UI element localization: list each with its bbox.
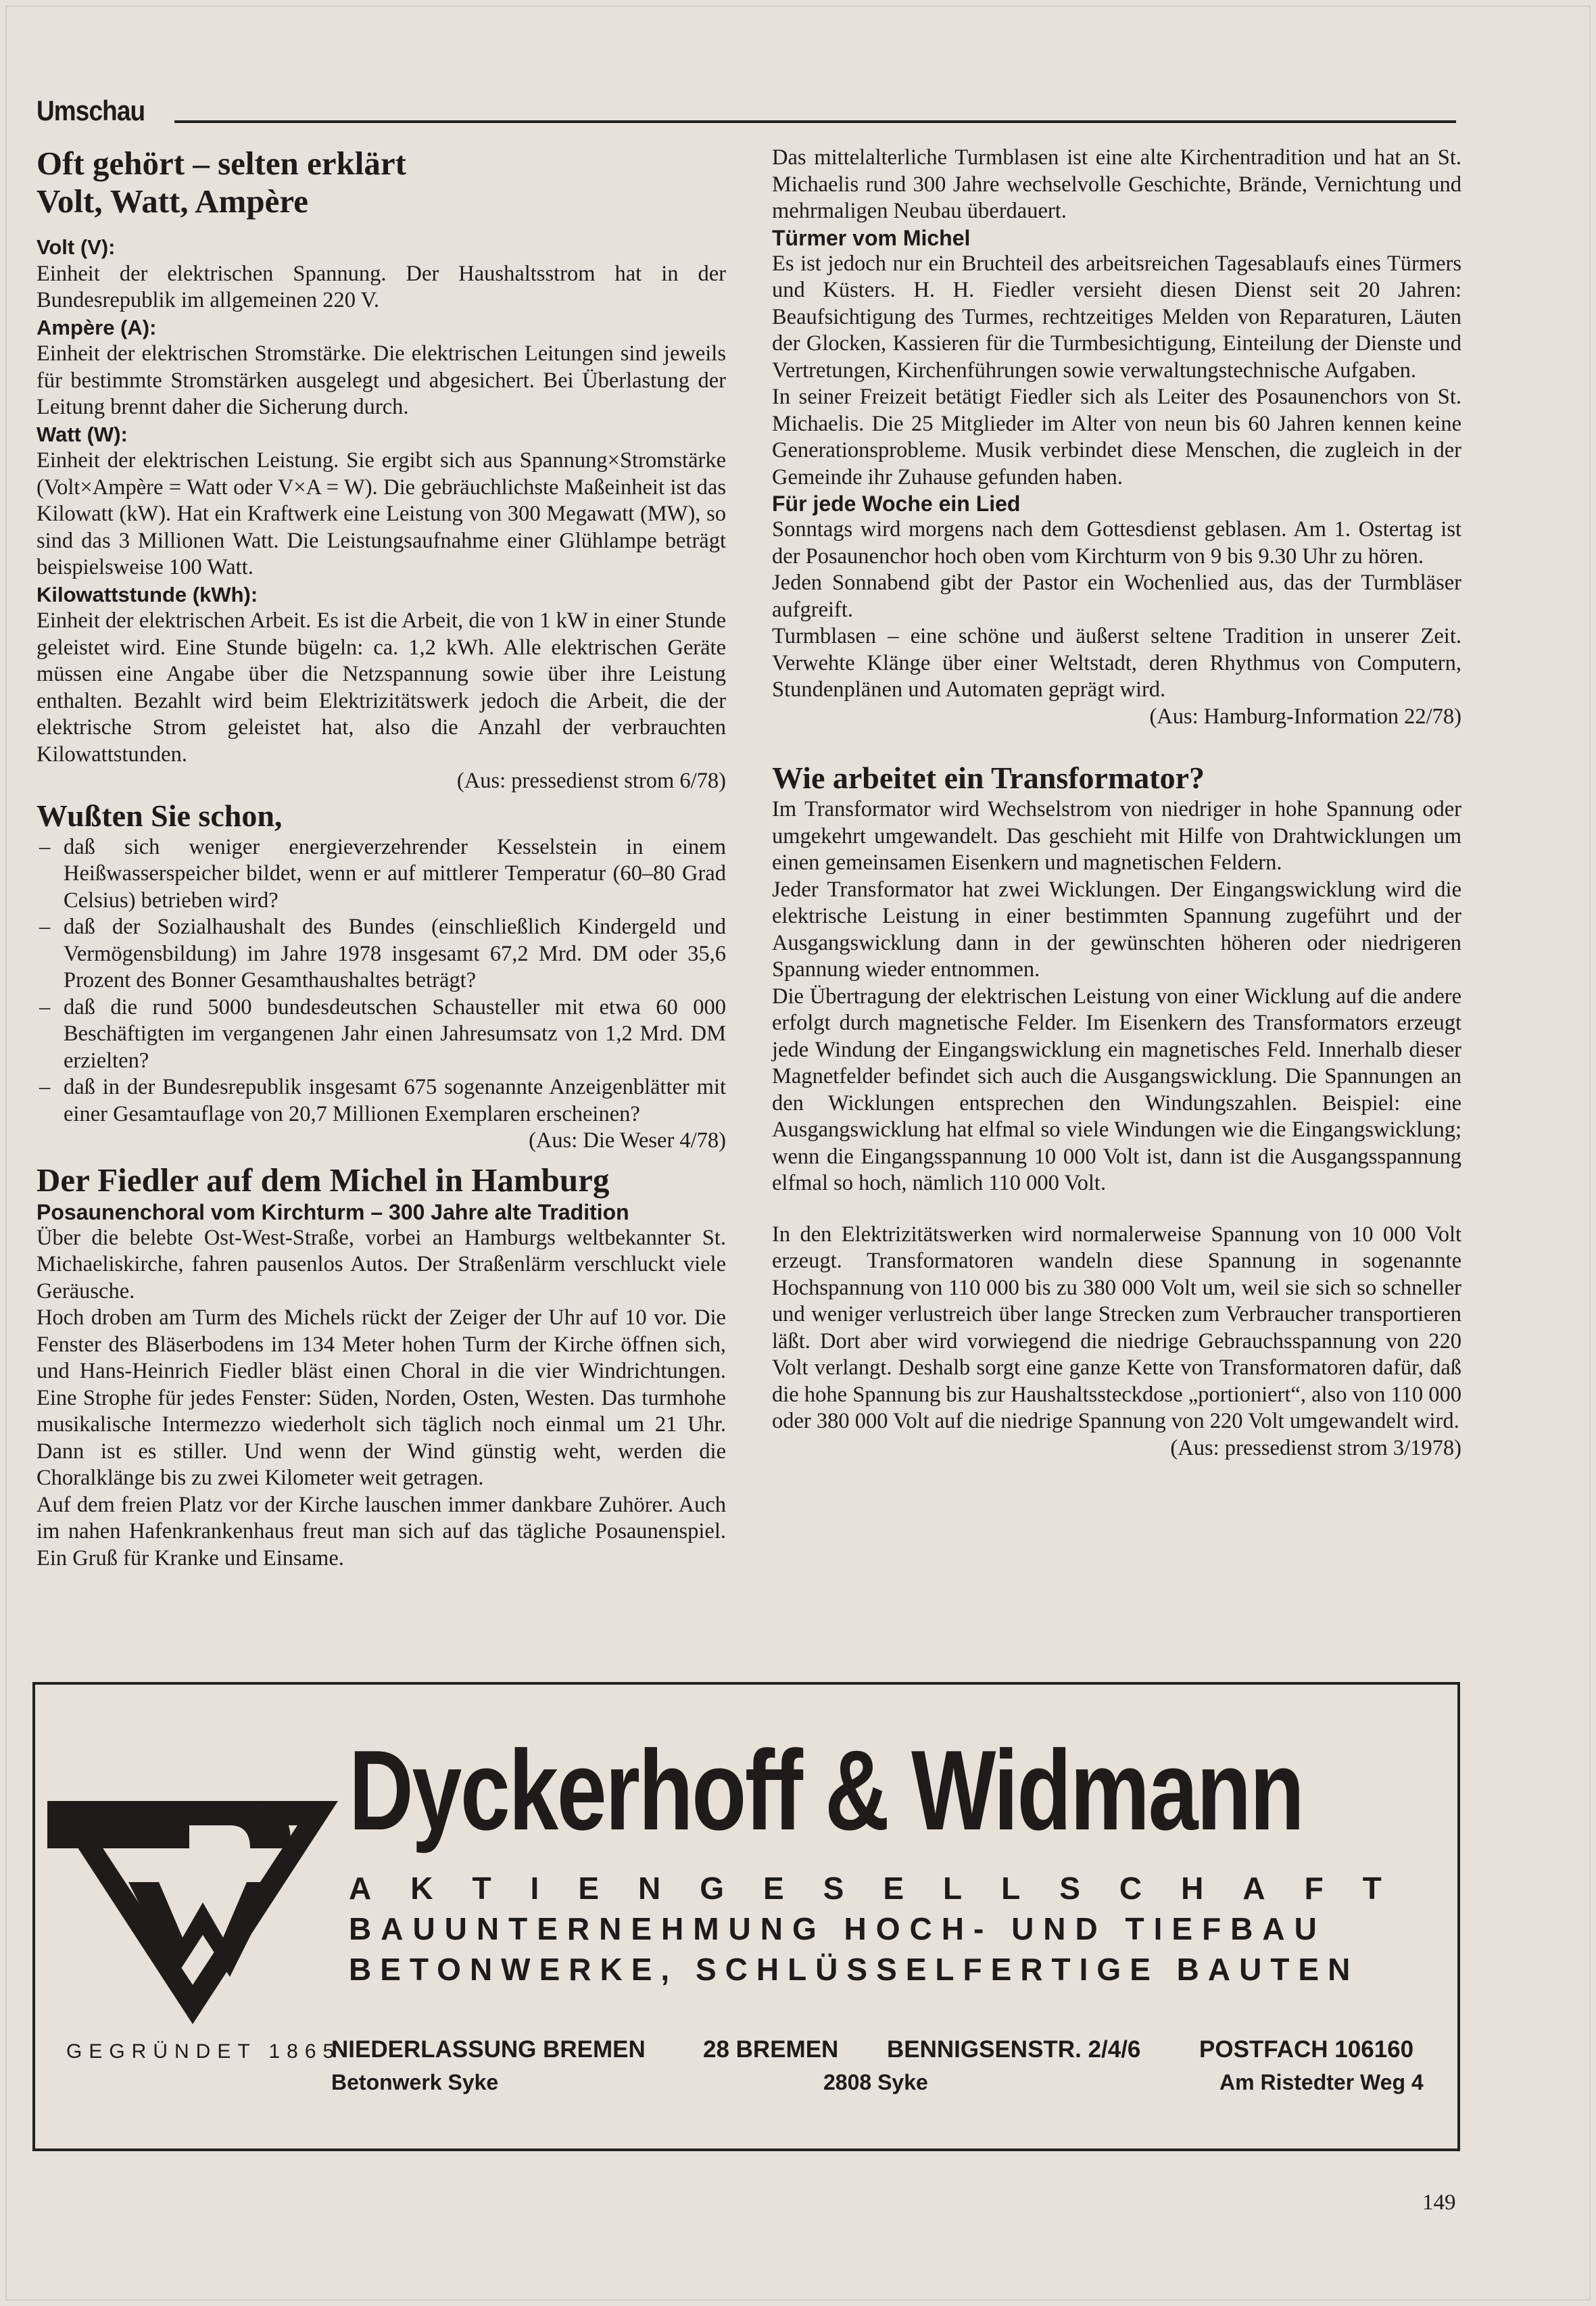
definition-kilowattstunde: Einheit der elektrischen Arbeit. Es ist die Arbeit, die von 1 kW in einer Stunde geleistet wird. Eine Stunde bügeln: ca. 1,2 kWh. Alle elektrischen Geräte müssen eine Angabe über die Netzspannung sowie über ihre Leistung enthalten. Bezahlt wird beim Elektrizitätswerk jedoch die Arbeit, die der elektrische Strom geleistet hat, also die Anzahl der verbrauchten Kilowattstunden.	[37, 608, 726, 767]
fact-list	[37, 834, 726, 1128]
paragraph: Auf dem freien Platz vor der Kirche lauschen immer dankbare Zuhörer. Auch im nahen Hafenkrankenhaus freut man sich auf das tägliche Posaunenspiel. Ein Gruß für Kranke und Einsame.	[37, 1492, 726, 1570]
company-line-3: BETONWERKE, SCHLÜSSELFERTIGE BAUTEN	[349, 1952, 1359, 1987]
advertisement	[32, 1682, 1460, 2151]
list-item: – daß in der Bundesrepublik insgesamt 675 sogenannte Anzeigenblätter mit einer Gesamtauflage von 20,7 Millionen Exemplaren erscheinen?	[37, 1074, 726, 1128]
source-citation: (Aus: Die Weser 4/78)	[529, 1128, 726, 1153]
source-citation: (Aus: pressedienst strom 3/1978)	[1170, 1435, 1461, 1460]
paragraph: Die Übertragung der elektrischen Leistung von einer Wicklung auf die andere erfolgt durch magnetische Felder. Im Eisenkern des Transformators erzeugt jede Windung der Eingangswicklung ein magnetisches Feld. Innerhalb dieser Magnetfelder befindet sich auch die Ausgangswicklung. Die Spannungen an den Wicklungen entsprechen den Windungszahlen. Beispiel: eine Ausgangswicklung hat elfmal so viele Windungen wie die Eingangswicklung; wenn die Eingangsspannung 10 000 Volt ist, dann ist die Ausgangsspannung elfmal so hoch, nämlich 110 000 Volt.	[772, 984, 1461, 1195]
article-fiedler-continued	[772, 145, 1461, 730]
article-title-line1: Oft gehört – selten erklärt	[37, 145, 406, 182]
paragraph: Turmblasen – eine schöne und äußerst seltene Tradition in unserer Zeit. Verwehte Klänge über einer Weltstadt, deren Rhythmus von Computern, Stundenplänen und Automaten geprägt wird.	[772, 624, 1461, 702]
term-kilowattstunde: Kilowattstunde (kWh):	[37, 582, 258, 606]
subheading: Für jede Woche ein Lied	[772, 491, 1021, 516]
article-fiedler	[37, 1161, 726, 1572]
section-rule	[174, 120, 1456, 123]
term-volt: Volt (V):	[37, 235, 116, 259]
article-title: Wie arbeitet ein Transformator?	[772, 761, 1205, 795]
paragraph: Sonntags wird morgens nach dem Gottesdienst geblasen. Am 1. Ostertag ist der Posaunenchor hoch oben vom Kirchturm von 9 bis 9.30 Uhr zu hören.	[772, 517, 1461, 569]
founded-year: GEGRÜNDET 1865	[66, 2040, 341, 2063]
sub-branch-street: Am Ristedter Weg 4	[1219, 2070, 1424, 2094]
term-watt: Watt (W):	[37, 422, 128, 446]
definition-volt: Einheit der elektrischen Spannung. Der Haushaltsstrom hat in der Bundesrepublik im allgemeinen 220 V.	[37, 261, 726, 312]
section-label: Umschau	[37, 95, 145, 126]
branch-street: BENNIGSENSTR. 2/4/6	[887, 2036, 1141, 2063]
article-transformator	[772, 760, 1461, 1462]
branch-city: 28 BREMEN	[703, 2036, 839, 2063]
list-item: – daß der Sozialhaushalt des Bundes (einschließlich Kindergeld und Vermögensbildung) im Jahre 1978 insgesamt 67,2 Mrd. DM oder 35,6 Prozent des Bonner Gesamthaushaltes beträgt?	[37, 914, 726, 994]
article-title-line2: Volt, Watt, Ampère	[37, 183, 308, 220]
list-item: – daß sich weniger energieverzehrender Kesselstein in einem Heißwasserspeicher bildet, wenn er auf mittlerer Temperatur (60–80 Grad Celsius) betrieben wird?	[37, 834, 726, 915]
source-citation: (Aus: Hamburg-Information 22/78)	[1149, 704, 1461, 729]
sub-branch-name: Betonwerk Syke	[331, 2070, 499, 2094]
paragraph: Im Transformator wird Wechselstrom von niedriger in hohe Spannung oder umgekehrt umgewandelt. Das geschieht mit Hilfe von Drahtwicklungen um einen gemeinsamen Eisenkern und magnetischen Feldern.	[772, 797, 1461, 875]
company-name: Dyckerhoff & Widmann	[349, 1727, 1303, 1854]
paragraph: Es ist jedoch nur ein Bruchteil des arbeitsreichen Tagesablaufs eines Türmers und Küsters. H. H. Fiedler versieht diesen Dienst seit 20 Jahren: Beaufsichtigung des Turmes, rechtzeitiges Melden von Reparaturen, Läuten der Glocken, Kassieren für die Turmbesichtigung, Einteilung der Dienste und Vertretungen, Kirchenführungen sowie verwaltungstechnische Aufgaben.	[772, 251, 1461, 383]
paragraph: Über die belebte Ost-West-Straße, vorbei an Hamburgs weltbekannter St. Michaeliskirche, fahren pausenlos Autos. Der Straßenlärm verschluckt viele Geräusche.	[37, 1225, 726, 1303]
term-ampere: Ampère (A):	[37, 315, 157, 339]
branch-postbox: POSTFACH 106160	[1199, 2036, 1414, 2063]
article-wussten-sie-schon	[37, 798, 726, 1155]
company-type: AKTIENGESELLSCHAFT	[349, 1871, 1421, 1906]
definition-watt: Einheit der elektrischen Leistung. Sie ergibt sich aus Spannung×Stromstärke (Volt×Ampère = Watt oder V×A = W). Die gebräuchlichste Maßeinheit ist das Kilowatt (kW). Hat ein Kraftwerk eine Leistung von 300 Megawatt (MW), so sind das 3 Millionen Watt. Die Leistungsaufnahme einer Glühlampe beträgt beispielsweise 100 Watt.	[37, 448, 726, 579]
dw-logo-icon	[47, 1760, 338, 2024]
article-volt-watt-ampere	[37, 145, 726, 795]
definition-ampere: Einheit der elektrischen Stromstärke. Die elektrischen Leitungen sind jeweils für bestimmte Stromstärken ausgelegt und abgesichert. Bei Überlastung der Leitung brennt daher die Sicherung durch.	[37, 341, 726, 419]
paragraph: In seiner Freizeit betätigt Fiedler sich als Leiter des Posaunenchors von St. Michaelis. Die 25 Mitglieder im Alter von neun bis 60 Jahren kennen keine Generationsprobleme. Musik verbindet diese Menschen, die zugleich in der Gemeinde ihr Zuhause gefunden haben.	[772, 385, 1461, 489]
subheading: Türmer vom Michel	[772, 225, 971, 250]
article-title: Der Fiedler auf dem Michel in Hamburg	[37, 1161, 610, 1199]
source-citation: (Aus: pressedienst strom 6/78)	[456, 769, 726, 793]
article-title: Wußten Sie schon,	[37, 798, 283, 833]
paragraph: Das mittelalterliche Turmblasen ist eine alte Kirchentradition und hat an St. Michaelis rund 300 Jahre wechselvolle Geschichte, Brände, Vernichtung und mehrmaligen Neubau überdauert.	[772, 145, 1461, 223]
article-subtitle: Posaunenchoral vom Kirchturm – 300 Jahre alte Tradition	[37, 1199, 629, 1224]
company-line-2: BAUUNTERNEHMUNG HOCH- UND TIEFBAU	[349, 1911, 1326, 1946]
list-item: – daß die rund 5000 bundesdeutschen Schausteller mit etwa 60 000 Beschäftigten im vergangenen Jahr einen Jahresumsatz von 1,2 Mrd. DM erzielten?	[37, 994, 726, 1075]
sub-branch-city: 2808 Syke	[823, 2070, 928, 2094]
branch-name: NIEDERLASSUNG BREMEN	[331, 2036, 646, 2063]
paragraph: Jeden Sonnabend gibt der Pastor ein Wochenlied aus, das der Turmbläser aufgreift.	[772, 571, 1461, 622]
paragraph: In den Elektrizitätswerken wird normalerweise Spannung von 10 000 Volt erzeugt. Transformatoren wandeln diese Spannung in sogenannte Hochspannung von 110 000 bis zu 380 000 Volt um, weil sie sich so schneller und weniger verlustreich über lange Strecken zum Verbraucher transportieren läßt. Dort aber wird vorwiegend die niedrige Gebrauchsspannung von 220 Volt verlangt. Deshalb sorgt eine ganze Kette von Transformatoren dafür, daß die hohe Spannung bis zur Haushaltssteckdose „portioniert“, also von 110 000 oder 380 000 Volt auf die niedrige Spannung von 220 Volt umgewandelt wird.	[772, 1222, 1461, 1433]
paragraph: Hoch droben am Turm des Michels rückt der Zeiger der Uhr auf 10 vor. Die Fenster des Bläserbodens im 134 Meter hohen Turm der Kirche öffnen sich, und Hans-Heinrich Fiedler bläst einen Choral in die vier Windrichtungen. Eine Strophe für jedes Fenster: Süden, Norden, Osten, Westen. Das turmhohe musikalische Intermezzo wiederholt sich täglich noch einmal um 21 Uhr. Dann ist es stiller. Und wenn der Wind günstig weht, werden die Choralklänge bis zu zwei Kilometer weit getragen.	[37, 1305, 726, 1490]
page-number: 149	[1422, 2190, 1456, 2215]
left-column	[37, 145, 726, 1572]
paragraph: Jeder Transformator hat zwei Wicklungen. Der Eingangswicklung wird die elektrische Leistung in einer bestimmten Spannung zugeführt und der Ausgangswicklung dann in der gewünschten höheren oder niedrigeren Spannung wieder entnommen.	[772, 877, 1461, 982]
right-column	[772, 145, 1461, 1462]
